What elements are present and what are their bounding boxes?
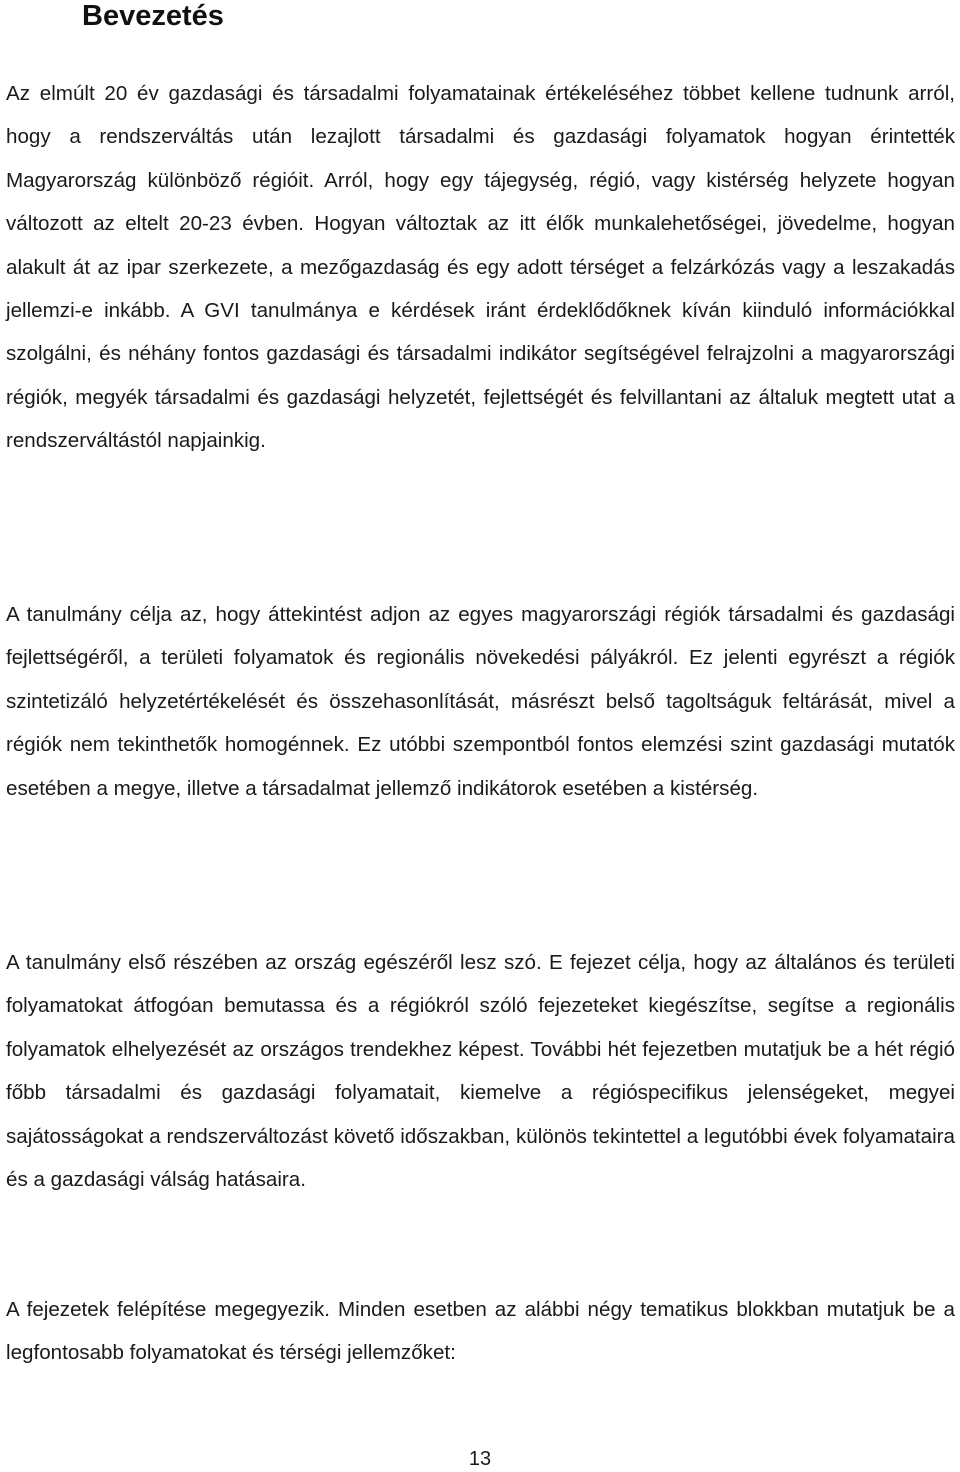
paragraph-chapters: A fejezetek felépítése megegyezik. Minden esetben az alábbi négy tematikus blokkban mutatjuk be a legfontosabb folyamatokat és térségi jellemzőket: <box>6 1298 955 1365</box>
section-heading: Bevezetés <box>82 0 224 32</box>
paragraph-structure: A tanulmány első részében az ország egészéről lesz szó. E fejezet célja, hogy az általános és területi folyamatokat átfogóan bemutassa és a régiókról szóló fejezeteket kiegészítse, segítse a regionális folyamatok elhelyezését az országos trendekhez képest. További hét fejezetben mutatjuk be a hét régió főbb társadalmi és gazdasági folyamatait, kiemelve a régióspecifikus jelenségeket, megyei sajátosságokat a rendszerváltozást követő időszakban, különös tekintettel a legutóbbi évek folyamataira és a gazdasági válság hatásaira. <box>6 951 955 1192</box>
paragraph-aim: A tanulmány célja az, hogy áttekintést adjon az egyes magyarországi régiók társadalmi és gazdasági fejlettségéről, a területi folyamatok és regionális növekedési pályákról. Ez jelenti egyrészt a régiók szintetizáló helyzetértékelését és összehasonlítását, másrészt belső tagoltságuk feltárását, mivel a régiók nem tekinthetők homogénnek. Ez utóbbi szempontból fontos elemzési szint gazdasági mutatók esetében a megye, illetve a társadalmat jellemző indikátorok esetében a kistérség. <box>6 603 955 800</box>
paragraph-intro: Az elmúlt 20 év gazdasági és társadalmi folyamatainak értékeléséhez többet kellene tudnunk arról, hogy a rendszerváltás után lezajlott társadalmi és gazdasági folyamatok hogyan érintették Magyarország különböző régióit. Arról, hogy egy tájegység, régió, vagy kistérség helyzete hogyan változott az eltelt 20-23 évben. Hogyan változtak az itt élők munkalehetőségei, jövedelme, hogyan alakult át az ipar szerkezete, a mezőgazdaság és egy adott térséget a felzárkózás vagy a leszakadás jellemzi-e inkább. A GVI tanulmánya e kérdések iránt érdeklődőknek kíván kiinduló információkkal szolgálni, és néhány fontos gazdasági és társadalmi indikátor segítségével felrajzolni a magyarországi régiók, megyék társadalmi és gazdasági helyzetét, fejlettségét és felvillantani az általuk megtett utat a rendszerváltástól napjainkig. <box>6 82 955 453</box>
page-number: 13 <box>468 1448 492 1470</box>
